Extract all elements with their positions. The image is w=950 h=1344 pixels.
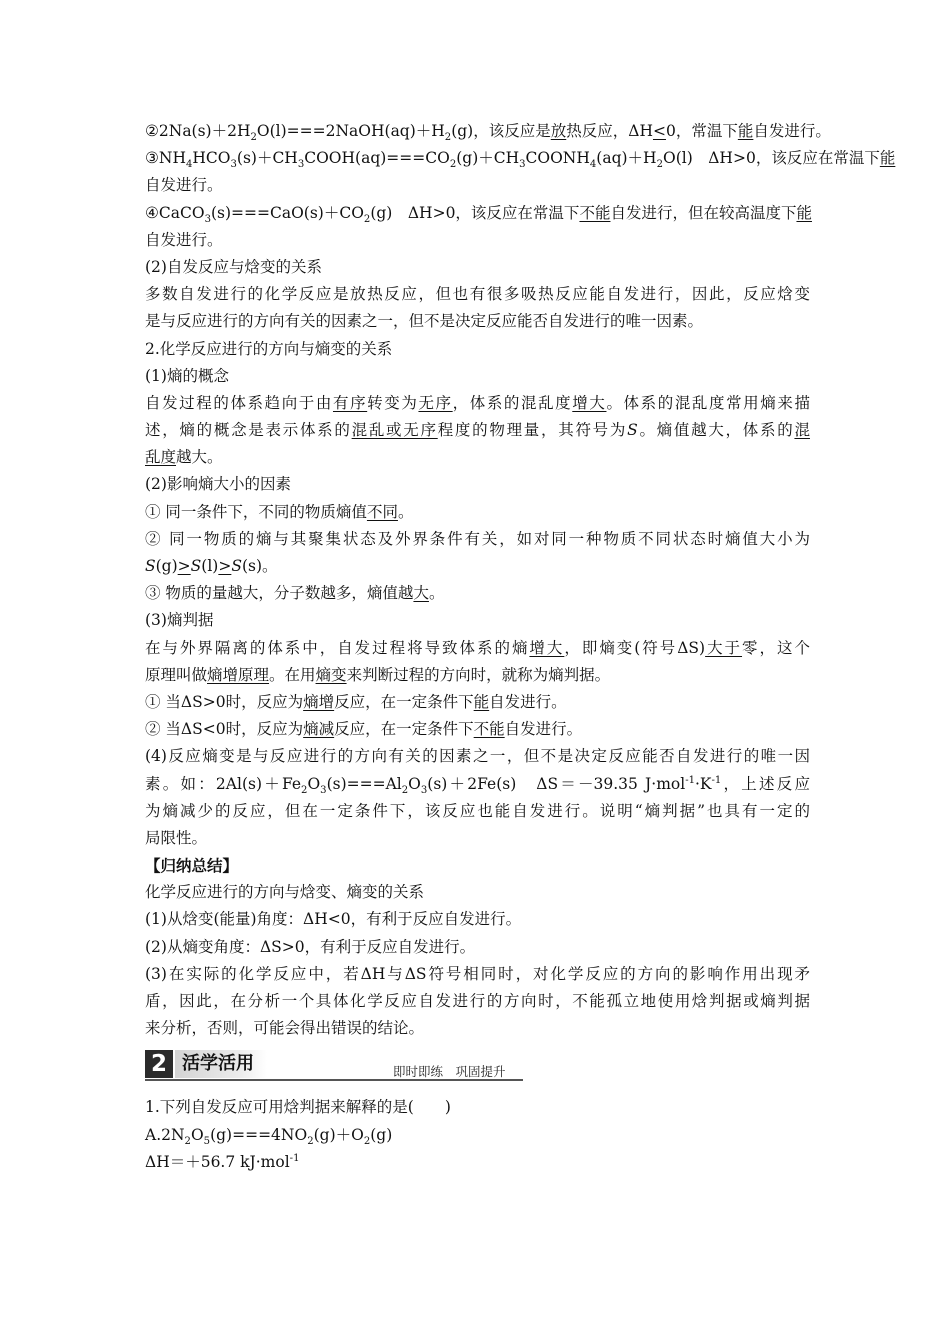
list-item: ③ 物质的量越大，分子数越多，熵值越大。 [145,584,445,603]
list-item: ② 同一物质的熵与其聚集状态及外界条件有关，如对同一种物质不同状态时熵值大小为 [145,529,810,548]
paragraph-line: (4)反应熵变是与反应进行的方向有关的因素之一，但不是决定反应能否自发进行的唯一因 [145,747,810,766]
paragraph-line: 为熵减少的反应，但在一定条件下，该反应也能自发进行。说明“熵判据”也具有一定的 [145,801,810,820]
subheading-entropy-concept: (1)熵的概念 [145,366,229,385]
summary-line: (3)在实际的化学反应中，若ΔH与ΔS符号相同时，对化学反应的方向的影响作用出现矛 [145,964,810,983]
paragraph-line: 述，熵的概念是表示体系的混乱或无序程度的物理量，其符号为S。熵值越大，体系的混 [145,421,810,440]
example-4-cont: 自发进行。 [145,230,223,249]
list-item-cont: S(g)>S(l)>S(s)。 [145,557,278,575]
summary-line: 化学反应进行的方向与焓变、熵变的关系 [145,883,425,902]
heading-entropy-section: 2.化学反应进行的方向与熵变的关系 [145,339,393,358]
example-3-cont: 自发进行。 [145,176,223,195]
summary-heading: 【归纳总结】 [145,856,239,876]
list-item: ① 同一条件下，不同的物质熵值不同。 [145,502,414,521]
paragraph-line: 乱度越大。 [145,448,223,467]
paragraph-line: 局限性。 [145,828,208,847]
summary-line: 盾，因此，在分析一个具体化学反应自发进行的方向时，不能孤立地使用焓判据或熵判据 [145,992,810,1010]
option-a: $A.2N_2O_5(g)===4NO_2(g)+O_2(g)$ [145,1125,393,1147]
example-4-line: $④CaCO_3(s)===CaO(s)+CO_2(g)$ ΔH>0，该反应在常温下不能自发进行，但在较高温度下能 [145,203,812,225]
paragraph-line: 多数自发进行的化学反应是放热反应，但也有很多吸热反应能自发进行，因此，反应焓变 [145,285,810,304]
summary-line: (1)从焓变(能量)角度：ΔH<0，有利于反应自发进行。 [145,910,522,929]
question-stem: 1.下列自发反应可用焓判据来解释的是( ) [145,1098,451,1117]
subheading-entropy-factors: (2)影响熵大小的因素 [145,475,291,494]
paragraph-line: 在与外界隔离的体系中，自发过程将导致体系的熵增大，即熵变(符号ΔS)大于零，这个 [145,638,810,657]
subheading-entropy-criterion: (3)熵判据 [145,611,214,630]
paragraph-line: 是与反应进行的方向有关的因素之一，但不是决定反应能否自发进行的唯一因素。 [145,312,704,331]
section-banner [145,1048,810,1082]
summary-line: (2)从熵变角度：ΔS>0，有利于反应自发进行。 [145,937,476,956]
summary-line: 来分析，否则，可能会得出错误的结论。 [145,1019,425,1038]
option-a-enthalpy: ΔH＝＋56.7 kJ·mol$^{-1}$ [145,1152,300,1171]
paragraph-line: 素。如：$2Al(s)+Fe_2O_3(s)===Al_2O_3(s)+2Fe(s)$ ΔS＝－39.35 $J\cdot mol^{-1}\cdot K^{-1}$，上述反应 [145,774,810,796]
list-item: ② 当ΔS<0时，反应为熵减反应，在一定条件下不能自发进行。 [145,720,583,739]
paragraph-line: 原理叫做熵增原理。在用熵变来判断过程的方向时，就称为熵判据。 [145,665,611,684]
content-column [145,118,896,1176]
list-item: ① 当ΔS>0时，反应为熵增反应，在一定条件下能自发进行。 [145,692,567,711]
example-2-line: $②2Na(s)+2H_2O(l)===2NaOH(aq)+H_2(g)$，该反应是放热反应，ΔH<0，常温下能自发进行。 [145,122,831,144]
paragraph-line: 自发过程的体系趋向于由有序转变为无序，体系的混乱度增大。体系的混乱度常用熵来描 [145,393,810,412]
example-3-line: $③NH_4HCO_3(s)+CH_3COOH(aq)===CO_2(g)+CH_3COONH_4(aq)+H_2O(l)$ ΔH>0，该反应在常温下能 [145,149,896,171]
banner-title: 活学活用 [182,1053,254,1075]
banner-subtitle: 即时即练 巩固提升 [393,1064,506,1080]
banner-number: 2 [145,1050,173,1078]
subheading-enthalpy-relation: (2)自发反应与焓变的关系 [145,257,322,276]
